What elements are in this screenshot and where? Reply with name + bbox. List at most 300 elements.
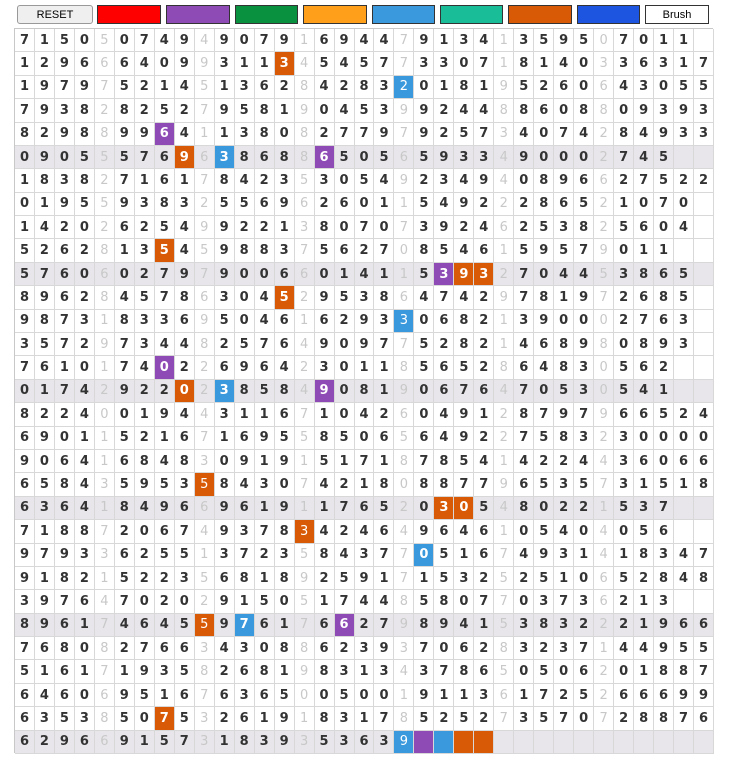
grid-cell[interactable]: 0: [514, 169, 534, 192]
grid-cell[interactable]: 2: [394, 497, 414, 520]
grid-cell[interactable]: 4: [574, 123, 594, 146]
grid-cell[interactable]: 5: [155, 99, 175, 122]
grid-cell[interactable]: [694, 497, 714, 520]
grid-cell[interactable]: 3: [295, 520, 315, 543]
grid-cell[interactable]: 5: [135, 684, 155, 707]
grid-cell[interactable]: 3: [195, 637, 215, 660]
grid-cell[interactable]: 9: [335, 29, 355, 52]
grid-cell[interactable]: 6: [634, 356, 654, 379]
grid-cell[interactable]: 1: [434, 76, 454, 99]
grid-cell[interactable]: 5: [414, 590, 434, 613]
grid-cell[interactable]: 5: [554, 380, 574, 403]
grid-cell[interactable]: 7: [394, 29, 414, 52]
grid-cell[interactable]: 6: [95, 52, 115, 75]
grid-cell[interactable]: 0: [414, 544, 434, 567]
grid-cell[interactable]: 5: [534, 520, 554, 543]
grid-cell[interactable]: [454, 731, 474, 754]
grid-cell[interactable]: 0: [115, 29, 135, 52]
grid-cell[interactable]: 5: [155, 544, 175, 567]
grid-cell[interactable]: 8: [255, 660, 275, 683]
grid-cell[interactable]: 5: [494, 660, 514, 683]
grid-cell[interactable]: 5: [654, 169, 674, 192]
grid-cell[interactable]: 4: [394, 520, 414, 543]
grid-cell[interactable]: 8: [554, 356, 574, 379]
grid-cell[interactable]: 8: [315, 707, 335, 730]
grid-cell[interactable]: 6: [15, 707, 35, 730]
grid-cell[interactable]: 9: [55, 731, 75, 754]
grid-cell[interactable]: 1: [514, 684, 534, 707]
grid-cell[interactable]: 4: [514, 123, 534, 146]
grid-cell[interactable]: 1: [295, 310, 315, 333]
grid-cell[interactable]: 2: [654, 356, 674, 379]
grid-cell[interactable]: 1: [175, 169, 195, 192]
grid-cell[interactable]: 8: [55, 567, 75, 590]
grid-cell[interactable]: 4: [574, 263, 594, 286]
grid-cell[interactable]: 6: [35, 637, 55, 660]
grid-cell[interactable]: 6: [614, 684, 634, 707]
grid-cell[interactable]: 2: [115, 637, 135, 660]
grid-cell[interactable]: 6: [55, 497, 75, 520]
grid-cell[interactable]: 7: [195, 684, 215, 707]
grid-cell[interactable]: 7: [474, 473, 494, 496]
grid-cell[interactable]: 8: [115, 310, 135, 333]
grid-cell[interactable]: 7: [15, 99, 35, 122]
grid-cell[interactable]: 5: [574, 684, 594, 707]
grid-cell[interactable]: 3: [175, 193, 195, 216]
grid-cell[interactable]: 2: [534, 76, 554, 99]
grid-cell[interactable]: 9: [414, 29, 434, 52]
grid-cell[interactable]: 1: [135, 403, 155, 426]
grid-cell[interactable]: 0: [534, 146, 554, 169]
grid-cell[interactable]: 9: [694, 684, 714, 707]
grid-cell[interactable]: 2: [195, 590, 215, 613]
grid-cell[interactable]: 6: [155, 637, 175, 660]
grid-cell[interactable]: 2: [75, 333, 95, 356]
grid-cell[interactable]: 5: [55, 29, 75, 52]
grid-cell[interactable]: 9: [414, 99, 434, 122]
grid-cell[interactable]: 3: [434, 169, 454, 192]
grid-cell[interactable]: 1: [634, 473, 654, 496]
grid-cell[interactable]: 5: [215, 193, 235, 216]
grid-cell[interactable]: 6: [634, 403, 654, 426]
grid-cell[interactable]: 9: [115, 380, 135, 403]
grid-cell[interactable]: 9: [654, 333, 674, 356]
grid-cell[interactable]: 7: [195, 427, 215, 450]
grid-cell[interactable]: 9: [175, 146, 195, 169]
grid-cell[interactable]: 2: [355, 239, 375, 262]
grid-cell[interactable]: 5: [155, 216, 175, 239]
grid-cell[interactable]: 5: [95, 193, 115, 216]
grid-cell[interactable]: 4: [374, 29, 394, 52]
grid-cell[interactable]: 6: [115, 216, 135, 239]
grid-cell[interactable]: 3: [414, 660, 434, 683]
grid-cell[interactable]: 9: [594, 239, 614, 262]
grid-cell[interactable]: 8: [295, 146, 315, 169]
grid-cell[interactable]: 3: [195, 707, 215, 730]
grid-cell[interactable]: 5: [434, 544, 454, 567]
grid-cell[interactable]: 8: [235, 380, 255, 403]
grid-cell[interactable]: 8: [35, 310, 55, 333]
grid-cell[interactable]: 2: [634, 567, 654, 590]
grid-cell[interactable]: 7: [374, 52, 394, 75]
grid-cell[interactable]: 9: [275, 707, 295, 730]
grid-cell[interactable]: 9: [135, 123, 155, 146]
grid-cell[interactable]: 4: [155, 29, 175, 52]
grid-cell[interactable]: 2: [474, 333, 494, 356]
grid-cell[interactable]: 3: [374, 731, 394, 754]
grid-cell[interactable]: 7: [654, 193, 674, 216]
grid-cell[interactable]: 1: [355, 473, 375, 496]
grid-cell[interactable]: 5: [494, 614, 514, 637]
grid-cell[interactable]: 6: [75, 590, 95, 613]
grid-cell[interactable]: 0: [434, 637, 454, 660]
grid-cell[interactable]: 7: [115, 169, 135, 192]
grid-cell[interactable]: 3: [654, 99, 674, 122]
grid-cell[interactable]: 3: [414, 52, 434, 75]
grid-cell[interactable]: 5: [534, 473, 554, 496]
grid-cell[interactable]: 8: [15, 614, 35, 637]
grid-cell[interactable]: 0: [394, 473, 414, 496]
grid-cell[interactable]: 2: [135, 380, 155, 403]
grid-cell[interactable]: 7: [594, 473, 614, 496]
grid-cell[interactable]: 5: [155, 239, 175, 262]
grid-cell[interactable]: 8: [374, 286, 394, 309]
grid-cell[interactable]: 6: [594, 169, 614, 192]
color-swatch-green[interactable]: [235, 5, 298, 24]
grid-cell[interactable]: 3: [474, 263, 494, 286]
grid-cell[interactable]: 8: [394, 707, 414, 730]
grid-cell[interactable]: 0: [574, 146, 594, 169]
grid-cell[interactable]: 3: [55, 99, 75, 122]
grid-cell[interactable]: 6: [694, 707, 714, 730]
grid-cell[interactable]: 9: [434, 146, 454, 169]
grid-cell[interactable]: 2: [594, 614, 614, 637]
grid-cell[interactable]: 1: [255, 52, 275, 75]
grid-cell[interactable]: 4: [335, 52, 355, 75]
grid-cell[interactable]: 8: [115, 99, 135, 122]
grid-cell[interactable]: 8: [574, 216, 594, 239]
grid-cell[interactable]: 1: [674, 29, 694, 52]
grid-cell[interactable]: 4: [75, 450, 95, 473]
grid-cell[interactable]: 5: [474, 497, 494, 520]
grid-cell[interactable]: 2: [474, 193, 494, 216]
grid-cell[interactable]: 4: [275, 356, 295, 379]
grid-cell[interactable]: 6: [215, 356, 235, 379]
grid-cell[interactable]: 1: [75, 614, 95, 637]
grid-cell[interactable]: 3: [155, 660, 175, 683]
grid-cell[interactable]: 3: [394, 637, 414, 660]
grid-cell[interactable]: 1: [315, 497, 335, 520]
grid-cell[interactable]: 7: [255, 29, 275, 52]
grid-cell[interactable]: 1: [335, 450, 355, 473]
grid-cell[interactable]: 3: [335, 660, 355, 683]
grid-cell[interactable]: 8: [55, 520, 75, 543]
grid-cell[interactable]: 1: [374, 193, 394, 216]
grid-cell[interactable]: 4: [494, 380, 514, 403]
grid-cell[interactable]: 6: [434, 310, 454, 333]
grid-cell[interactable]: 7: [295, 473, 315, 496]
grid-cell[interactable]: 1: [235, 590, 255, 613]
grid-cell[interactable]: 2: [195, 193, 215, 216]
grid-cell[interactable]: 3: [175, 567, 195, 590]
grid-cell[interactable]: 4: [494, 146, 514, 169]
grid-cell[interactable]: 6: [594, 590, 614, 613]
grid-cell[interactable]: 8: [554, 333, 574, 356]
grid-cell[interactable]: 5: [674, 286, 694, 309]
grid-cell[interactable]: 4: [75, 403, 95, 426]
grid-cell[interactable]: 0: [654, 216, 674, 239]
grid-cell[interactable]: 3: [295, 731, 315, 754]
grid-cell[interactable]: 8: [534, 169, 554, 192]
grid-cell[interactable]: 0: [574, 567, 594, 590]
grid-cell[interactable]: 6: [474, 660, 494, 683]
grid-cell[interactable]: 8: [454, 310, 474, 333]
grid-cell[interactable]: 2: [135, 567, 155, 590]
grid-cell[interactable]: 0: [554, 310, 574, 333]
grid-cell[interactable]: 0: [15, 193, 35, 216]
grid-cell[interactable]: 5: [654, 473, 674, 496]
grid-cell[interactable]: 7: [95, 660, 115, 683]
grid-cell[interactable]: 2: [275, 76, 295, 99]
grid-cell[interactable]: 8: [315, 660, 335, 683]
brush-button[interactable]: Brush: [645, 5, 709, 24]
grid-cell[interactable]: 9: [155, 497, 175, 520]
grid-cell[interactable]: 0: [634, 29, 654, 52]
grid-cell[interactable]: 6: [594, 76, 614, 99]
grid-cell[interactable]: 6: [534, 333, 554, 356]
grid-cell[interactable]: 7: [374, 239, 394, 262]
grid-cell[interactable]: 9: [115, 123, 135, 146]
grid-cell[interactable]: 9: [454, 427, 474, 450]
grid-cell[interactable]: 6: [335, 193, 355, 216]
grid-cell[interactable]: 6: [534, 99, 554, 122]
grid-cell[interactable]: 5: [494, 567, 514, 590]
grid-cell[interactable]: 8: [75, 123, 95, 146]
grid-cell[interactable]: 3: [215, 544, 235, 567]
grid-cell[interactable]: 8: [275, 380, 295, 403]
grid-cell[interactable]: 6: [175, 310, 195, 333]
grid-cell[interactable]: 1: [374, 380, 394, 403]
grid-cell[interactable]: 8: [35, 169, 55, 192]
grid-cell[interactable]: 8: [514, 52, 534, 75]
grid-cell[interactable]: 2: [295, 356, 315, 379]
grid-cell[interactable]: 0: [614, 99, 634, 122]
grid-cell[interactable]: [694, 590, 714, 613]
grid-cell[interactable]: 6: [355, 497, 375, 520]
grid-cell[interactable]: 5: [75, 193, 95, 216]
grid-cell[interactable]: 2: [155, 590, 175, 613]
grid-cell[interactable]: 5: [155, 473, 175, 496]
grid-cell[interactable]: 9: [494, 286, 514, 309]
grid-cell[interactable]: 9: [414, 123, 434, 146]
grid-cell[interactable]: 3: [374, 76, 394, 99]
grid-cell[interactable]: 9: [215, 614, 235, 637]
grid-cell[interactable]: 8: [414, 239, 434, 262]
grid-cell[interactable]: 3: [135, 310, 155, 333]
grid-cell[interactable]: 3: [75, 707, 95, 730]
grid-cell[interactable]: 7: [55, 310, 75, 333]
grid-cell[interactable]: 1: [275, 660, 295, 683]
grid-cell[interactable]: [634, 731, 654, 754]
grid-cell[interactable]: 5: [335, 286, 355, 309]
grid-cell[interactable]: 0: [594, 380, 614, 403]
grid-cell[interactable]: 3: [674, 333, 694, 356]
grid-cell[interactable]: 0: [534, 263, 554, 286]
grid-cell[interactable]: 1: [155, 427, 175, 450]
grid-cell[interactable]: 9: [434, 216, 454, 239]
grid-cell[interactable]: [674, 590, 694, 613]
grid-cell[interactable]: 3: [514, 614, 534, 637]
grid-cell[interactable]: 7: [374, 333, 394, 356]
grid-cell[interactable]: 1: [434, 29, 454, 52]
grid-cell[interactable]: 7: [135, 146, 155, 169]
grid-cell[interactable]: 2: [315, 193, 335, 216]
grid-cell[interactable]: 7: [474, 123, 494, 146]
grid-cell[interactable]: 6: [574, 169, 594, 192]
grid-cell[interactable]: 5: [35, 333, 55, 356]
grid-cell[interactable]: 7: [135, 637, 155, 660]
grid-cell[interactable]: 7: [434, 286, 454, 309]
grid-cell[interactable]: 3: [554, 544, 574, 567]
grid-cell[interactable]: 2: [215, 660, 235, 683]
grid-cell[interactable]: 9: [115, 684, 135, 707]
grid-cell[interactable]: 5: [275, 427, 295, 450]
grid-cell[interactable]: 0: [574, 76, 594, 99]
grid-cell[interactable]: 2: [135, 544, 155, 567]
grid-cell[interactable]: 5: [454, 450, 474, 473]
grid-cell[interactable]: 3: [195, 731, 215, 754]
grid-cell[interactable]: 9: [374, 123, 394, 146]
grid-cell[interactable]: 8: [434, 450, 454, 473]
grid-cell[interactable]: 7: [394, 567, 414, 590]
grid-cell[interactable]: 7: [634, 169, 654, 192]
grid-cell[interactable]: [674, 356, 694, 379]
grid-cell[interactable]: 1: [275, 216, 295, 239]
grid-cell[interactable]: 3: [534, 590, 554, 613]
grid-cell[interactable]: 5: [654, 146, 674, 169]
grid-cell[interactable]: 6: [155, 520, 175, 543]
grid-cell[interactable]: 6: [55, 263, 75, 286]
grid-cell[interactable]: 2: [335, 310, 355, 333]
grid-cell[interactable]: 2: [374, 403, 394, 426]
grid-cell[interactable]: [694, 356, 714, 379]
grid-cell[interactable]: [434, 731, 454, 754]
grid-cell[interactable]: 6: [374, 427, 394, 450]
grid-cell[interactable]: 7: [694, 660, 714, 683]
grid-cell[interactable]: 1: [95, 427, 115, 450]
grid-cell[interactable]: 1: [474, 403, 494, 426]
grid-cell[interactable]: 3: [614, 263, 634, 286]
grid-cell[interactable]: 8: [115, 497, 135, 520]
grid-cell[interactable]: 6: [315, 146, 335, 169]
grid-cell[interactable]: 0: [55, 427, 75, 450]
grid-cell[interactable]: 6: [255, 193, 275, 216]
grid-cell[interactable]: 1: [474, 76, 494, 99]
grid-cell[interactable]: 7: [574, 239, 594, 262]
grid-cell[interactable]: 9: [35, 286, 55, 309]
grid-cell[interactable]: 2: [335, 520, 355, 543]
grid-cell[interactable]: 5: [335, 146, 355, 169]
color-swatch-orange[interactable]: [303, 5, 367, 24]
grid-cell[interactable]: 5: [434, 567, 454, 590]
grid-cell[interactable]: 0: [75, 637, 95, 660]
grid-cell[interactable]: 9: [275, 29, 295, 52]
grid-cell[interactable]: 9: [275, 450, 295, 473]
grid-cell[interactable]: 8: [315, 427, 335, 450]
grid-cell[interactable]: 0: [374, 216, 394, 239]
grid-cell[interactable]: 4: [454, 169, 474, 192]
grid-cell[interactable]: 9: [215, 29, 235, 52]
grid-cell[interactable]: 5: [355, 52, 375, 75]
grid-cell[interactable]: 7: [494, 707, 514, 730]
grid-cell[interactable]: 7: [355, 216, 375, 239]
grid-cell[interactable]: 4: [394, 660, 414, 683]
grid-cell[interactable]: 3: [634, 497, 654, 520]
grid-cell[interactable]: 5: [355, 99, 375, 122]
grid-cell[interactable]: 5: [414, 333, 434, 356]
grid-cell[interactable]: 2: [474, 310, 494, 333]
grid-cell[interactable]: 7: [155, 286, 175, 309]
grid-cell[interactable]: 2: [594, 660, 614, 683]
grid-cell[interactable]: 5: [674, 76, 694, 99]
grid-cell[interactable]: 7: [235, 614, 255, 637]
grid-cell[interactable]: 6: [175, 637, 195, 660]
grid-cell[interactable]: 3: [255, 473, 275, 496]
grid-cell[interactable]: 1: [654, 239, 674, 262]
grid-cell[interactable]: [674, 520, 694, 543]
grid-cell[interactable]: 8: [634, 333, 654, 356]
grid-cell[interactable]: 8: [235, 731, 255, 754]
grid-cell[interactable]: 0: [414, 76, 434, 99]
grid-cell[interactable]: 7: [614, 146, 634, 169]
grid-cell[interactable]: 1: [554, 286, 574, 309]
grid-cell[interactable]: 0: [255, 637, 275, 660]
grid-cell[interactable]: 3: [15, 590, 35, 613]
grid-cell[interactable]: 8: [15, 123, 35, 146]
grid-cell[interactable]: 7: [35, 263, 55, 286]
grid-cell[interactable]: 3: [694, 99, 714, 122]
grid-cell[interactable]: 3: [514, 310, 534, 333]
grid-cell[interactable]: 5: [115, 427, 135, 450]
grid-cell[interactable]: 2: [95, 380, 115, 403]
grid-cell[interactable]: 8: [175, 286, 195, 309]
grid-cell[interactable]: 3: [355, 544, 375, 567]
grid-cell[interactable]: 8: [315, 216, 335, 239]
grid-cell[interactable]: 9: [414, 520, 434, 543]
grid-cell[interactable]: 8: [694, 567, 714, 590]
grid-cell[interactable]: 2: [614, 286, 634, 309]
grid-cell[interactable]: 3: [474, 146, 494, 169]
grid-cell[interactable]: 9: [35, 99, 55, 122]
grid-cell[interactable]: 0: [275, 123, 295, 146]
grid-cell[interactable]: 8: [434, 473, 454, 496]
grid-cell[interactable]: 7: [15, 29, 35, 52]
grid-cell[interactable]: 8: [514, 99, 534, 122]
grid-cell[interactable]: 8: [654, 660, 674, 683]
grid-cell[interactable]: 3: [674, 123, 694, 146]
grid-cell[interactable]: 5: [534, 660, 554, 683]
grid-cell[interactable]: 0: [674, 193, 694, 216]
grid-cell[interactable]: 3: [494, 123, 514, 146]
grid-cell[interactable]: 0: [694, 427, 714, 450]
grid-cell[interactable]: 0: [175, 590, 195, 613]
grid-cell[interactable]: 5: [694, 76, 714, 99]
grid-cell[interactable]: 2: [155, 380, 175, 403]
grid-cell[interactable]: 4: [75, 473, 95, 496]
grid-cell[interactable]: 2: [135, 76, 155, 99]
grid-cell[interactable]: 5: [414, 356, 434, 379]
grid-cell[interactable]: 5: [574, 473, 594, 496]
